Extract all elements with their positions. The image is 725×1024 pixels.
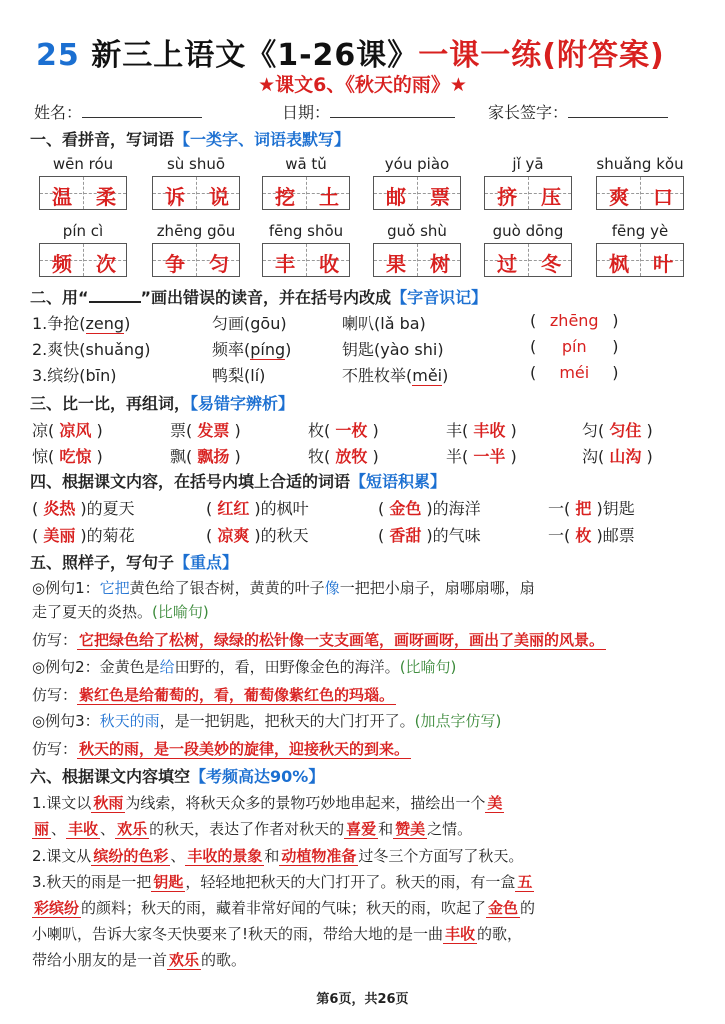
section3-heading: 三、比一比，再组词，【易错字辨析】 bbox=[30, 394, 295, 413]
phrase-item[interactable]: ( 金色 )的海洋 bbox=[378, 499, 481, 518]
tianzige-box[interactable]: 温 柔 bbox=[39, 176, 127, 210]
fill-q1: 1.课文以 秋雨 为线索，将秋天众多的景物巧妙地串起来，描绘出一个 美 bbox=[32, 794, 503, 812]
fill-q3-cont2: 小喇叭，告诉大家冬天快要来了!秋天的雨，带给大地的是一曲 丰收 的歌， bbox=[32, 925, 523, 943]
pinyin: sù shuō bbox=[166, 155, 226, 173]
pinyin: shuǎng kǒu bbox=[596, 155, 684, 173]
phrase-item[interactable]: ( 凉爽 )的秋天 bbox=[206, 526, 309, 545]
pinyin: wēn róu bbox=[52, 155, 114, 173]
tianzige-box[interactable]: 诉 说 bbox=[152, 176, 240, 210]
example-sentence-2: ◎例句2：金黄色是给田野的，看，田野像金色的海洋。(比喻句) bbox=[32, 658, 457, 676]
compare-item[interactable]: 票( 发票 ) bbox=[170, 421, 241, 440]
pinyin: yóu piào bbox=[384, 155, 450, 173]
phrase-item[interactable]: 一( 把 )钥匙 bbox=[548, 499, 635, 518]
tianzige-box[interactable]: 过 冬 bbox=[484, 243, 572, 277]
pron-item: 匀画(gōu) bbox=[212, 314, 287, 333]
tianzige-box[interactable]: 丰 收 bbox=[262, 243, 350, 277]
tianzige-box[interactable]: 枫 叶 bbox=[596, 243, 684, 277]
pron-item: 1.争抢(zeng) bbox=[32, 314, 131, 333]
answer-bracket[interactable]: ( pín ) bbox=[530, 337, 619, 356]
pinyin: guǒ shù bbox=[387, 222, 447, 240]
answer-bracket[interactable]: ( zhēng ) bbox=[530, 311, 619, 330]
tianzige-box[interactable]: 争 匀 bbox=[152, 243, 240, 277]
compare-item[interactable]: 丰( 丰收 ) bbox=[446, 421, 517, 440]
fill-q2: 2.课文从 缤纷的色彩 、 丰收的景象 和 动植物准备 过冬三个方面写了秋天。 bbox=[32, 847, 524, 865]
example-sentence-3: ◎例句3：秋天的雨，是一把钥匙，把秋天的大门打开了。(加点字仿写) bbox=[32, 712, 502, 730]
compare-item[interactable]: 枚( 一枚 ) bbox=[308, 421, 379, 440]
tianzige-box[interactable]: 挖 土 bbox=[262, 176, 350, 210]
imitation-3[interactable]: 仿写： 秋天的雨，是一段美妙的旋律，迎接秋天的到来。 bbox=[32, 740, 410, 758]
imitation-2[interactable]: 仿写： 紫红色是给葡萄的，看，葡萄像紫红色的玛瑙。 bbox=[32, 686, 395, 704]
page-title: 25 新三上语文《1-26课》一课一练(附答案) bbox=[36, 38, 665, 73]
compare-item[interactable]: 凉( 凉风 ) bbox=[32, 421, 103, 440]
pinyin: jǐ yā bbox=[512, 155, 544, 173]
pron-item: 鸭梨(lí) bbox=[212, 366, 266, 385]
pron-item: 频率(píng) bbox=[212, 340, 292, 359]
section1-heading: 一、看拼音，写词语【一类字、词语表默写】 bbox=[30, 130, 351, 149]
phrase-item[interactable]: ( 红红 )的枫叶 bbox=[206, 499, 309, 518]
compare-item[interactable]: 匀( 匀住 ) bbox=[582, 421, 653, 440]
phrase-item[interactable]: ( 美丽 )的菊花 bbox=[32, 526, 135, 545]
page-number: 第6页，共26页 bbox=[316, 992, 409, 1007]
pron-item: 不胜枚举(měi) bbox=[342, 366, 449, 385]
pinyin: guò dōng bbox=[492, 222, 564, 240]
fill-q1-cont: 丽 、 丰收 、 欢乐 的秋天，表达了作者对秋天的 喜爱 和 赞美 之情。 bbox=[34, 820, 473, 838]
tianzige-box[interactable]: 果 树 bbox=[373, 243, 461, 277]
fill-q3-cont3: 带给小朋友的是一首 欢乐 的歌。 bbox=[32, 951, 247, 969]
tianzige-box[interactable]: 挤 压 bbox=[484, 176, 572, 210]
compare-item[interactable]: 飘( 飘扬 ) bbox=[170, 447, 241, 466]
fill-q3-cont: 彩缤纷 的颜料；秋天的雨，藏着非常好闻的气味；秋天的雨，吹起了 金色 的 bbox=[34, 899, 536, 917]
phrase-item[interactable]: ( 炎热 )的夏天 bbox=[32, 499, 135, 518]
pinyin: pín cì bbox=[62, 222, 104, 240]
compare-item[interactable]: 惊( 吃惊 ) bbox=[32, 447, 103, 466]
tianzige-box[interactable]: 爽 口 bbox=[596, 176, 684, 210]
compare-item[interactable]: 半( 一半 ) bbox=[446, 447, 517, 466]
example-sentence-1-cont: 走了夏天的炎热。(比喻句) bbox=[32, 603, 209, 621]
fill-q3: 3.秋天的雨是一把 钥匙 ，轻轻地把秋天的大门打开了。秋天的雨，有一盒 五 bbox=[32, 873, 533, 891]
phrase-item[interactable]: 一( 枚 )邮票 bbox=[548, 526, 635, 545]
pron-item: 喇叭(lǎ ba) bbox=[342, 314, 426, 333]
pron-item: 3.缤纷(bīn) bbox=[32, 366, 117, 385]
parent-sign-field[interactable]: 家长签字： bbox=[488, 100, 668, 123]
compare-item[interactable]: 牧( 放牧 ) bbox=[308, 447, 379, 466]
section6-heading: 六、根据课文内容填空【考频高达90%】 bbox=[30, 767, 325, 786]
pinyin: zhēng gōu bbox=[156, 222, 236, 240]
lesson-subtitle: ★课文6、《秋天的雨》★ bbox=[258, 74, 467, 96]
answer-bracket[interactable]: ( méi ) bbox=[530, 363, 619, 382]
section2-heading: 二、用“ ”画出错误的读音，并在括号内改成【字音识记】 bbox=[30, 288, 488, 307]
tianzige-box[interactable]: 频 次 bbox=[39, 243, 127, 277]
pinyin: fēng shōu bbox=[268, 222, 344, 240]
phrase-item[interactable]: ( 香甜 )的气味 bbox=[378, 526, 481, 545]
section5-heading: 五、照样子，写句子【重点】 bbox=[30, 553, 239, 572]
tianzige-box[interactable]: 邮 票 bbox=[373, 176, 461, 210]
compare-item[interactable]: 沟( 山沟 ) bbox=[582, 447, 653, 466]
pinyin: wā tǔ bbox=[285, 155, 327, 173]
date-field[interactable]: 日期： bbox=[282, 100, 455, 123]
section4-heading: 四、根据课文内容，在括号内填上合适的词语【短语积累】 bbox=[30, 472, 447, 491]
pinyin: fēng yè bbox=[611, 222, 669, 240]
pron-item: 钥匙(yào shi) bbox=[342, 340, 444, 359]
name-field[interactable]: 姓名： bbox=[34, 100, 202, 123]
imitation-1[interactable]: 仿写： 它把绿色给了松树，绿绿的松针像一支支画笔，画呀画呀，画出了美丽的风景。 bbox=[32, 631, 605, 649]
example-sentence-1: ◎例句1：它把黄色给了银杏树，黄黄的叶子像一把把小扇子，扇哪扇哪，扇 bbox=[32, 579, 535, 597]
pron-item: 2.爽快(shuǎng) bbox=[32, 340, 151, 359]
